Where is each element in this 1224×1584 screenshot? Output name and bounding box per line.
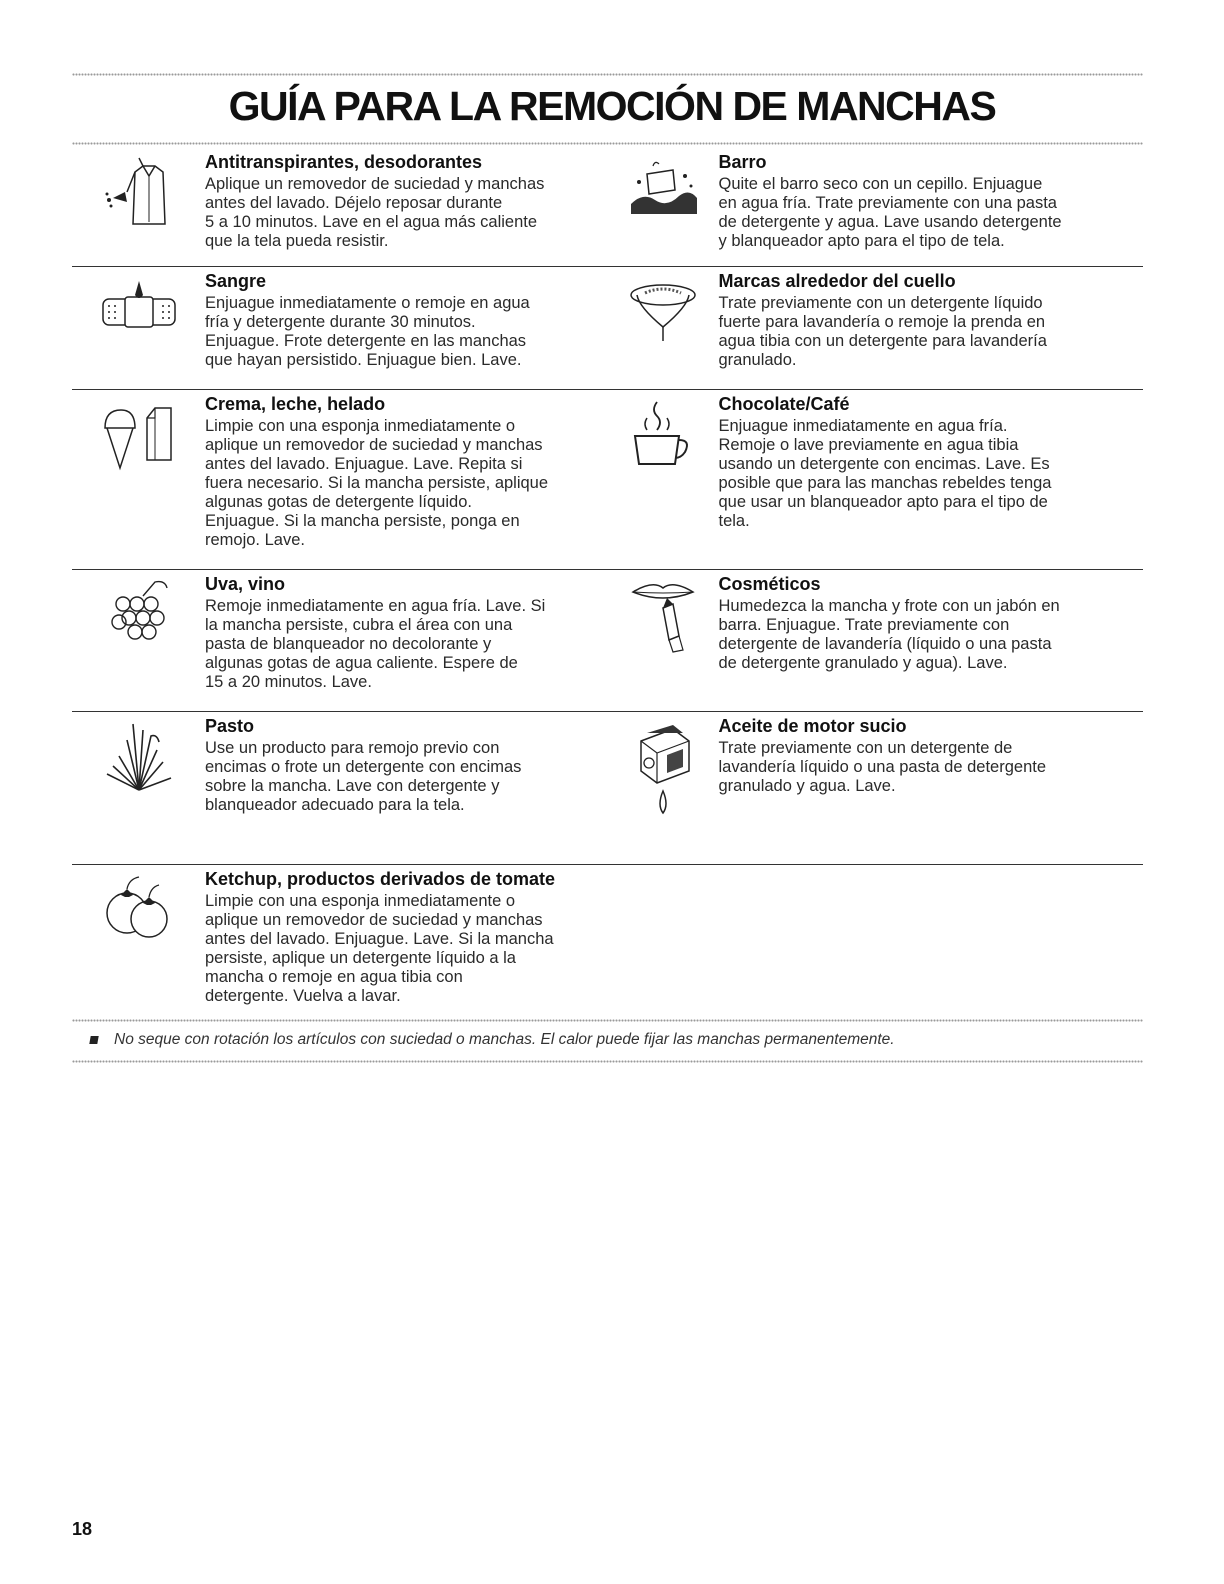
stain-heading: Cosméticos [718,574,821,594]
stain-heading: Aceite de motor sucio [718,716,907,736]
stain-instructions: Limpie con una esponja inmediatamente o aplique un removedor de suciedad y manchas antes del lavado. Enjuague. Lave. Repita si fuera necesario. Si la mancha persiste, aplique algunas gotas de detergente líquido. Enjuague. Si la mancha persiste, ponga en remojo. Lave. [205,416,549,549]
stain-instructions: Quite el barro seco con un cepillo. Enjuague en agua fría. Trate previamente con una pasta de detergente y agua. Lave usando detergente y blanqueador apto para el tipo de tela. [718,174,1062,250]
footnote [90,1031,1130,1049]
table-row [72,148,1143,267]
stain-entry [608,148,1144,266]
stain-entry [608,712,1144,864]
stain-heading: Uva, vino [205,574,286,594]
stain-guide-table [72,148,1143,1025]
stain-instructions: Humedezca la mancha y frote con un jabón en barra. Enjuague. Trate previamente con detergente de lavandería (líquido o una pasta de detergente granulado y agua). Lave. [718,596,1060,672]
stain-instructions: Enjuague inmediatamente en agua fría. Remoje o lave previamente en agua tibia usando un detergente con encimas. Lave. Es posible que para las manchas rebeldes tenga que usar un blanqueador apto para el tipo de tela. [718,416,1052,530]
note-top-dotted-rule [72,1019,1143,1022]
stain-heading: Antitranspirantes, desodorantes [205,152,483,172]
stain-heading: Pasto [205,716,255,736]
coffee-cup-icon [623,394,703,474]
page-number: 18 [72,1519,93,1539]
stain-entry [608,570,1144,711]
stain-entry [72,390,608,569]
stain-instructions: Remoje inmediatamente en agua fría. Lave. Si la mancha persiste, cubra el área con una pasta de blanqueador no decolorante y algunas gotas de agua caliente. Espere de 15 a 20 minutos. Lave. [205,596,546,691]
stain-entry [72,267,608,389]
tomato-icon [99,869,179,949]
stain-heading: Sangre [205,271,267,291]
stain-entry [608,390,1144,569]
bullet-square-icon [89,1036,98,1044]
stain-entry [72,148,608,266]
footnote-text: No seque con rotación los artículos con suciedad o manchas. El calor puede fijar las manchas permanentemente. [114,1031,895,1048]
shirt-spray-icon [99,152,179,232]
stain-entry [72,712,608,864]
bandage-icon [99,271,179,351]
mud-icon [623,152,703,232]
table-row [72,712,1143,865]
stain-heading: Marcas alrededor del cuello [718,271,956,291]
title-dotted-rule [72,142,1143,145]
stain-entry [72,570,608,711]
stain-instructions: Limpie con una esponja inmediatamente o aplique un removedor de suciedad y manchas antes del lavado. Enjuague. Lave. Si la mancha persiste, aplique un detergente líquido a la mancha o remoje en agua tibia con detergente. Vuelva a lavar. [205,891,554,1005]
stain-instructions: Trate previamente con un detergente líquido fuerte para lavandería o remoje la prenda en agua tibia con un detergente para lavandería granulado. [718,293,1047,369]
page-title: GUÍA PARA LA REMOCIÓN DE MANCHAS [228,83,996,129]
motor-oil-icon [623,716,703,826]
table-row [72,390,1143,570]
grass-icon [99,716,179,796]
stain-instructions: Enjuague inmediatamente o remoje en agua fría y detergente durante 30 minutos. Enjuague. Frote detergente en las manchas que hayan persistido. Enjuague bien. Lave. [205,293,530,369]
stain-instructions: Aplique un removedor de suciedad y manchas antes del lavado. Déjelo reposar durante 5 a 10 minutos. Lave en el agua más caliente que la tela pueda resistir. [205,174,545,250]
stain-heading: Ketchup, productos derivados de tomate [205,869,556,889]
top-dotted-rule [72,73,1143,76]
collar-icon [623,271,703,351]
lipstick-icon [623,574,703,654]
stain-entry [72,865,608,1025]
stain-instructions: Trate previamente con un detergente de lavandería líquido o una pasta de detergente granulado y agua. Lave. [718,738,1047,795]
table-row [72,267,1143,390]
stain-instructions: Use un producto para remojo previo con encimas o frote un detergente con encimas sobre la mancha. Lave con detergente y blanqueador adecuado para la tela. [205,738,522,814]
table-row [72,865,1143,1025]
table-row [72,570,1143,712]
note-bottom-dotted-rule [72,1060,1143,1063]
stain-heading: Barro [718,152,767,172]
grapes-icon [99,574,179,654]
stain-heading: Crema, leche, helado [205,394,386,414]
ice-cream-milk-icon [99,394,179,474]
stain-heading: Chocolate/Café [718,394,850,414]
empty-cell [608,865,1144,1025]
stain-entry [608,267,1144,389]
